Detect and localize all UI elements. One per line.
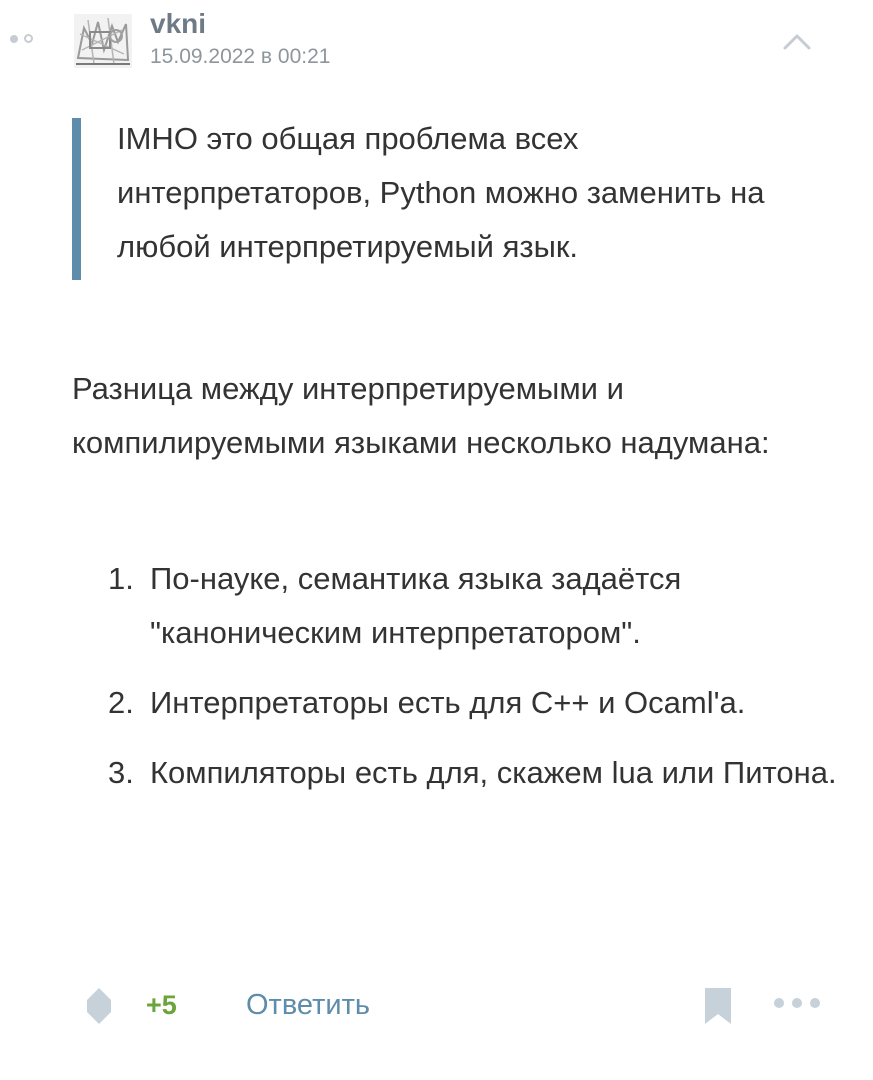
avatar[interactable] [74, 14, 132, 68]
bookmark-button[interactable] [703, 986, 733, 1026]
author-name[interactable]: vkni [150, 8, 207, 39]
thread-dot-icon [10, 35, 18, 43]
list-item-text: По-науке, семантика языка задаётся "каноническим интерпретатором". [150, 561, 682, 650]
list-item-number: 1. [108, 561, 134, 596]
vote-diamond-icon [84, 986, 114, 1026]
list-item-text: Компиляторы есть для, скажем lua или Питона. [150, 755, 837, 790]
quote-text: IMHO это общая проблема всех интерпретаторов, Python можно заменить на любой интерпретируемый язык. [117, 121, 765, 264]
blockquote [72, 118, 832, 280]
thread-level-indicator [10, 34, 33, 43]
comment-timestamp[interactable]: 15.09.2022 в 00:21 [150, 45, 331, 68]
comment-paragraph: Разница между интерпретируемыми и компилируемыми языками несколько надумана: [72, 371, 770, 460]
thread-ring-icon [24, 34, 33, 43]
list-item [0, 552, 873, 660]
list-item [0, 676, 873, 730]
avatar-image [74, 14, 132, 68]
list-item-text: Интерпретаторы есть для C++ и Ocaml'a. [150, 685, 746, 720]
more-dots-icon [772, 996, 822, 1010]
more-button[interactable] [772, 996, 822, 1010]
chevron-up-icon [780, 28, 814, 54]
bookmark-icon [703, 986, 733, 1026]
comment-score: +5 [146, 990, 177, 1020]
ordered-list [0, 552, 873, 816]
list-item-number: 3. [108, 755, 134, 790]
reply-button[interactable]: Ответить [246, 989, 370, 1021]
list-item [0, 746, 873, 800]
collapse-button[interactable] [780, 28, 814, 54]
vote-button[interactable] [84, 986, 114, 1026]
list-item-number: 2. [108, 685, 134, 720]
